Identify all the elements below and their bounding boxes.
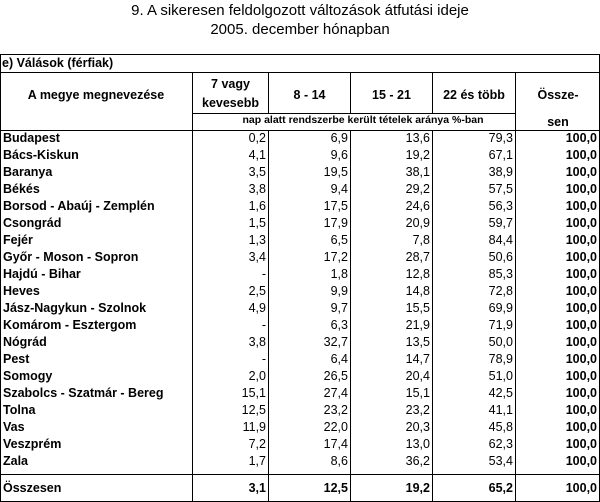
report-title: 9. A sikeresen feldolgozott változások átfutási ideje bbox=[131, 2, 469, 19]
cell-total: 100,0 bbox=[565, 250, 597, 264]
cell-c4: 62,3 bbox=[488, 437, 513, 451]
cell-c4: 41,1 bbox=[488, 403, 513, 417]
col-line bbox=[350, 72, 351, 113]
table-subtitle: e) Válások (férfiak) bbox=[2, 56, 114, 70]
cell-c1: 1,6 bbox=[248, 199, 266, 213]
cell-total: 100,0 bbox=[565, 199, 597, 213]
cell-c1: 11,9 bbox=[242, 420, 266, 434]
cell-c1: 1,5 bbox=[248, 216, 266, 230]
header-total-line2: sen bbox=[547, 115, 569, 129]
cell-c2: 6,9 bbox=[330, 131, 348, 145]
cell-c4: 53,4 bbox=[488, 454, 513, 468]
cell-total: 100,0 bbox=[565, 369, 597, 383]
cell-c2: 6,5 bbox=[330, 233, 348, 247]
summary-divider bbox=[0, 474, 600, 475]
col-line bbox=[268, 130, 269, 501]
cell-c4: 84,4 bbox=[488, 233, 513, 247]
county-name: Tolna bbox=[3, 403, 36, 417]
cell-c3: 13,0 bbox=[405, 437, 430, 451]
cell-c3: 29,2 bbox=[405, 182, 430, 196]
cell-c4: 38,9 bbox=[488, 165, 513, 179]
county-name: Bács-Kiskun bbox=[3, 148, 79, 162]
county-name: Jász-Nagykun - Szolnok bbox=[3, 301, 147, 315]
cell-total: 100,0 bbox=[565, 148, 597, 162]
cell-c4: 50,0 bbox=[488, 335, 513, 349]
cell-c1: 12,5 bbox=[241, 403, 266, 417]
cell-c1: - bbox=[261, 267, 266, 281]
col-line bbox=[192, 72, 193, 501]
cell-c2: 9,7 bbox=[330, 301, 348, 315]
county-name: Somogy bbox=[3, 369, 53, 383]
cell-c3: 14,8 bbox=[405, 284, 430, 298]
county-name: Baranya bbox=[3, 165, 53, 179]
cell-total: 100,0 bbox=[565, 284, 597, 298]
cell-c3: 13,6 bbox=[405, 131, 430, 145]
cell-c2: 8,6 bbox=[330, 454, 348, 468]
cell-c3: 38,1 bbox=[405, 165, 430, 179]
county-name: Nógrád bbox=[3, 335, 47, 349]
header-county: A megye megnevezése bbox=[27, 88, 165, 102]
cell-c1: 2,5 bbox=[248, 284, 266, 298]
subtitle-divider bbox=[0, 72, 600, 73]
cell-c2: 26,5 bbox=[323, 369, 348, 383]
header-note: nap alatt rendszerbe került tételek aránya %-ban bbox=[242, 114, 484, 126]
cell-c3: 28,7 bbox=[405, 250, 430, 264]
cell-c4: 72,8 bbox=[488, 284, 513, 298]
cell-c3: 19,2 bbox=[405, 148, 430, 162]
cell-c2: 17,9 bbox=[323, 216, 348, 230]
cell-c2: 17,5 bbox=[323, 199, 348, 213]
cell-c4: 85,3 bbox=[488, 267, 513, 281]
cell-c4: 69,9 bbox=[488, 301, 513, 315]
cell-c2: 9,4 bbox=[330, 182, 348, 196]
cell-total: 100,0 bbox=[565, 233, 597, 247]
cell-c3: 20,9 bbox=[405, 216, 430, 230]
county-name: Szabolcs - Szatmár - Bereg bbox=[3, 386, 164, 400]
cell-c3: 36,2 bbox=[405, 454, 430, 468]
county-name: Veszprém bbox=[3, 437, 62, 451]
county-name: Győr - Moson - Sopron bbox=[3, 250, 139, 264]
cell-c2: 6,4 bbox=[330, 352, 348, 366]
cell-total: 100,0 bbox=[565, 165, 597, 179]
cell-c4: 42,5 bbox=[488, 386, 513, 400]
county-name: Pest bbox=[3, 352, 30, 366]
county-name: Csongrád bbox=[3, 216, 62, 230]
cell-c4: 67,1 bbox=[488, 148, 513, 162]
cell-total: 100,0 bbox=[565, 420, 597, 434]
cell-total: 100,0 bbox=[565, 454, 597, 468]
county-name: Fejér bbox=[3, 233, 33, 247]
summary-c3: 19,2 bbox=[405, 481, 430, 495]
cell-c1: 2,0 bbox=[248, 369, 266, 383]
cell-c1: 7,2 bbox=[248, 437, 266, 451]
county-name: Budapest bbox=[3, 131, 60, 145]
table-border-left bbox=[0, 54, 1, 501]
cell-c2: 17,2 bbox=[323, 250, 348, 264]
cell-c4: 59,7 bbox=[488, 216, 513, 230]
cell-total: 100,0 bbox=[565, 318, 597, 332]
cell-c4: 45,8 bbox=[488, 420, 513, 434]
col-line bbox=[432, 72, 433, 113]
cell-total: 100,0 bbox=[565, 301, 597, 315]
county-name: Vas bbox=[3, 420, 25, 434]
cell-total: 100,0 bbox=[565, 267, 597, 281]
summary-total: 100,0 bbox=[565, 481, 597, 495]
cell-total: 100,0 bbox=[565, 335, 597, 349]
cell-c4: 56,3 bbox=[488, 199, 513, 213]
cell-c2: 9,9 bbox=[330, 284, 348, 298]
cell-c2: 6,3 bbox=[330, 318, 348, 332]
cell-total: 100,0 bbox=[565, 437, 597, 451]
cell-c3: 15,5 bbox=[405, 301, 430, 315]
cell-total: 100,0 bbox=[565, 216, 597, 230]
cell-c1: 1,3 bbox=[248, 233, 266, 247]
cell-total: 100,0 bbox=[565, 403, 597, 417]
cell-total: 100,0 bbox=[565, 131, 597, 145]
cell-c1: - bbox=[261, 318, 266, 332]
summary-c4: 65,2 bbox=[488, 481, 513, 495]
header-c1-line2: kevesebb bbox=[202, 96, 259, 110]
col-line bbox=[515, 72, 516, 501]
header-c1-line1: 7 vagy bbox=[211, 77, 250, 91]
county-name: Zala bbox=[3, 454, 29, 468]
cell-c1: 3,4 bbox=[248, 250, 266, 264]
cell-c3: 21,9 bbox=[405, 318, 430, 332]
county-name: Komárom - Esztergom bbox=[3, 318, 137, 332]
cell-c3: 24,6 bbox=[405, 199, 430, 213]
cell-c1: 3,8 bbox=[248, 182, 266, 196]
header-bottom bbox=[0, 130, 600, 131]
cell-c3: 14,7 bbox=[405, 352, 430, 366]
cell-c3: 20,3 bbox=[405, 420, 430, 434]
header-c3: 15 - 21 bbox=[372, 88, 411, 102]
summary-c1: 3,1 bbox=[248, 481, 266, 495]
county-name: Békés bbox=[3, 182, 40, 196]
cell-c1: 3,5 bbox=[248, 165, 266, 179]
cell-c2: 9,6 bbox=[330, 148, 348, 162]
header-total-line1: Össze- bbox=[537, 88, 579, 102]
cell-total: 100,0 bbox=[565, 352, 597, 366]
cell-c3: 15,1 bbox=[405, 386, 430, 400]
county-name: Hajdú - Bihar bbox=[3, 267, 81, 281]
cell-c1: - bbox=[261, 352, 266, 366]
summary-county: Összesen bbox=[3, 481, 62, 495]
cell-c3: 12,8 bbox=[405, 267, 430, 281]
cell-c2: 1,8 bbox=[330, 267, 348, 281]
col-line bbox=[268, 72, 269, 113]
summary-c2: 12,5 bbox=[323, 481, 348, 495]
cell-total: 100,0 bbox=[565, 386, 597, 400]
cell-c2: 32,7 bbox=[323, 335, 348, 349]
cell-c1: 3,8 bbox=[248, 335, 266, 349]
col-line bbox=[350, 130, 351, 501]
cell-c1: 0,2 bbox=[248, 131, 266, 145]
cell-total: 100,0 bbox=[565, 182, 597, 196]
cell-c4: 51,0 bbox=[488, 369, 513, 383]
cell-c1: 1,7 bbox=[248, 454, 266, 468]
cell-c3: 7,8 bbox=[412, 233, 430, 247]
cell-c1: 4,1 bbox=[248, 148, 266, 162]
cell-c2: 27,4 bbox=[323, 386, 348, 400]
header-c2: 8 - 14 bbox=[293, 88, 326, 102]
report-period: 2005. december hónapban bbox=[210, 21, 390, 38]
cell-c4: 78,9 bbox=[488, 352, 513, 366]
cell-c2: 22,0 bbox=[323, 420, 348, 434]
cell-c4: 71,9 bbox=[488, 318, 513, 332]
cell-c2: 19,5 bbox=[323, 165, 348, 179]
cell-c1: 15,1 bbox=[241, 386, 266, 400]
cell-c1: 4,9 bbox=[248, 301, 266, 315]
cell-c3: 20,4 bbox=[405, 369, 430, 383]
county-name: Heves bbox=[3, 284, 40, 298]
col-line bbox=[432, 130, 433, 501]
table-border-top bbox=[0, 54, 600, 55]
cell-c2: 17,4 bbox=[323, 437, 348, 451]
cell-c3: 13,5 bbox=[405, 335, 430, 349]
cell-c4: 50,6 bbox=[488, 250, 513, 264]
header-c4: 22 és több bbox=[443, 88, 505, 102]
cell-c4: 57,5 bbox=[488, 182, 513, 196]
header-divider bbox=[192, 113, 516, 114]
cell-c3: 23,2 bbox=[405, 403, 430, 417]
cell-c4: 79,3 bbox=[488, 131, 513, 145]
cell-c2: 23,2 bbox=[323, 403, 348, 417]
county-name: Borsod - Abaúj - Zemplén bbox=[3, 199, 155, 213]
